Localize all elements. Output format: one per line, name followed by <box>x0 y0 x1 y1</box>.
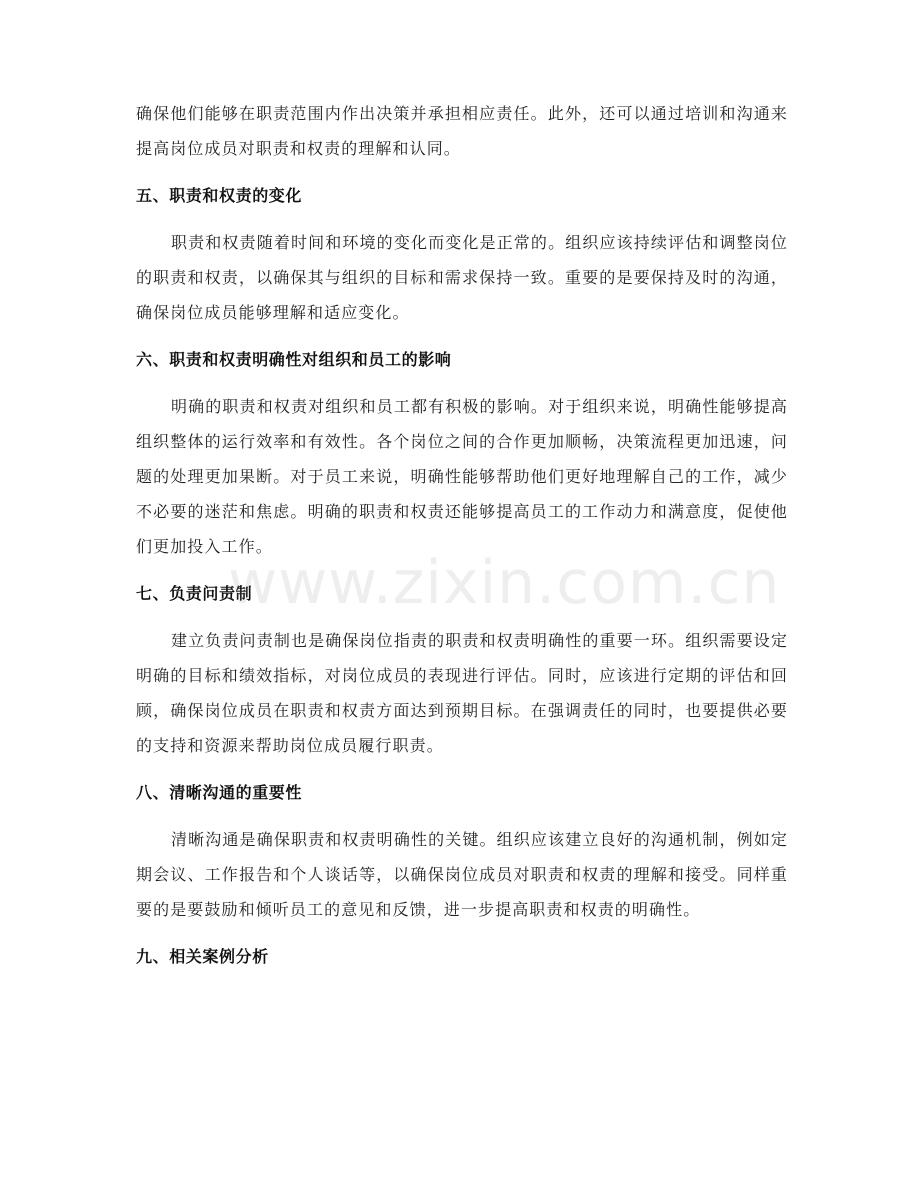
section-heading-6: 六、职责和权责明确性对组织和员工的影响 <box>136 350 452 369</box>
section-body-6: 明确的职责和权责对组织和员工都有积极的影响。对于组织来说，明确性能够提高组织整体的运行效率和有效性。各个岗位之间的合作更加顺畅，决策流程更加迅速，问题的处理更加果断。对于员工来说，明确性能够帮助他们更好地理解自己的工作，减少不必要的迷茫和焦虑。明确的职责和权责还能够提高员工的工作动力和满意度，促使他们更加投入工作。 <box>136 397 788 556</box>
spacer <box>136 377 788 389</box>
intro-paragraph: 确保他们能够在职责范围内作出决策并承担相应责任。此外，还可以通过培训和沟通来提高岗位成员对职责和权责的理解和认同。 <box>136 104 788 158</box>
section-heading-5: 五、职责和权责的变化 <box>136 186 303 205</box>
spacer <box>136 330 788 342</box>
document-body <box>136 96 788 974</box>
spacer <box>136 810 788 822</box>
spacer <box>136 927 788 939</box>
spacer <box>136 564 788 576</box>
section-heading-7: 七、负责问责制 <box>136 584 253 603</box>
spacer <box>136 763 788 775</box>
spacer <box>136 213 788 225</box>
section-body-8: 清晰沟通是确保职责和权责明确性的关键。组织应该建立良好的沟通机制，例如定期会议、工作报告和个人谈话等，以确保岗位成员对职责和权责的理解和接受。同样重要的是要鼓励和倾听员工的意见和反馈，进一步提高职责和权责的明确性。 <box>136 830 788 919</box>
spacer <box>136 611 788 623</box>
section-heading-9: 九、相关案例分析 <box>136 947 269 966</box>
section-heading-8: 八、清晰沟通的重要性 <box>136 783 303 802</box>
spacer <box>136 166 788 178</box>
watermark: www.zixin.com.cn <box>228 548 781 618</box>
section-body-7: 建立负责问责制也是确保岗位指责的职责和权责明确性的重要一环。组织需要设定明确的目标和绩效指标，对岗位成员的表现进行评估。同时，应该进行定期的评估和回顾，确保岗位成员在职责和权责方面达到预期目标。在强调责任的同时，也要提供必要的支持和资源来帮助岗位成员履行职责。 <box>136 631 788 755</box>
section-body-5: 职责和权责随着时间和环境的变化而变化是正常的。组织应该持续评估和调整岗位的职责和权责，以确保其与组织的目标和需求保持一致。重要的是要保持及时的沟通，确保岗位成员能够理解和适应变化。 <box>136 233 788 322</box>
